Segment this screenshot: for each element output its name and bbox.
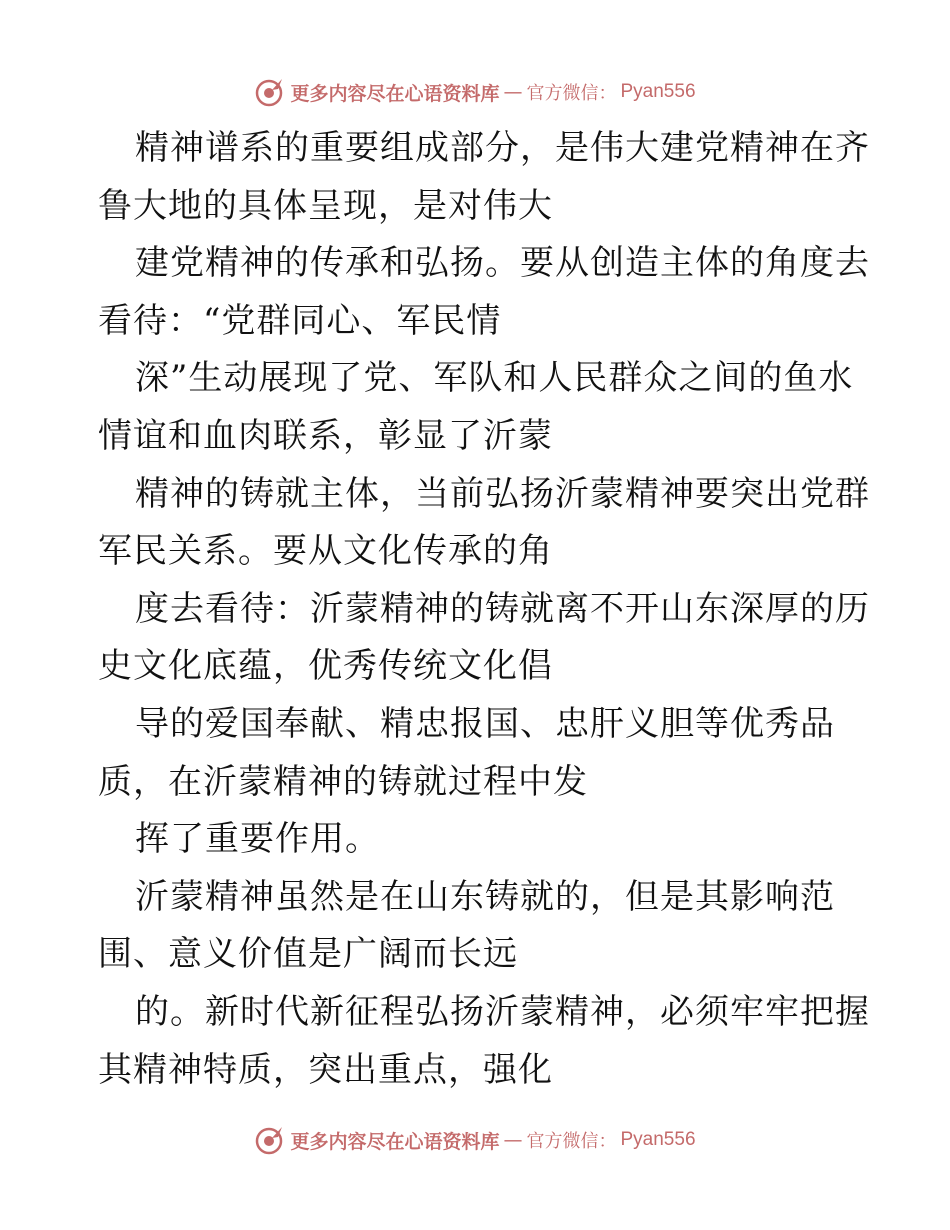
banner-wechat-id: Pyan556: [620, 81, 696, 102]
text-line: 建党精神的传承和弘扬。要从创造主体的角度去: [135, 243, 870, 284]
text-line: 情谊和血肉联系，彰显了沂蒙: [98, 415, 553, 456]
text-line: 深”生动展现了党、军队和人民群众之间的鱼水: [135, 358, 854, 399]
banner-official-text: 官方微信：: [526, 83, 617, 104]
text-line: 精神谱系的重要组成部分，是伟大建党精神在齐: [135, 128, 870, 168]
quill-logo-icon: [254, 1125, 284, 1155]
banner-wechat-id: Pyan556: [620, 1129, 696, 1150]
text-line: 沂蒙精神虽然是在山东铸就的，但是其影响范: [135, 876, 835, 917]
text-line: 围、意义价值是广阔而长远: [98, 934, 518, 975]
footer-banner: [0, 1120, 950, 1160]
banner-brand-text: 更多内容尽在心语资料库: [290, 82, 500, 105]
banner-official-text: 官方微信：: [526, 1131, 617, 1152]
banner-dash: —: [503, 81, 523, 103]
text-line: 的。新时代新征程弘扬沂蒙精神，必须牢牢把握: [135, 991, 870, 1032]
text-line: 精神的铸就主体，当前弘扬沂蒙精神要突出党群: [135, 473, 870, 514]
text-line: 质，在沂蒙精神的铸就过程中发: [98, 761, 588, 802]
text-line: 鲁大地的具体呈现，是对伟大: [98, 185, 553, 226]
text-line: 导的爱国奉献、精忠报国、忠肝义胆等优秀品: [135, 703, 835, 744]
text-line: 史文化底蕴，优秀传统文化倡: [98, 646, 553, 687]
document-body: [98, 120, 870, 1099]
banner-dash: —: [503, 1129, 523, 1151]
quill-logo-icon: [254, 77, 284, 107]
text-line: 度去看待：沂蒙精神的铸就离不开山东深厚的历: [135, 588, 870, 629]
text-line: 挥了重要作用。: [135, 819, 380, 860]
text-line: 看待：“党群同心、军民情: [98, 300, 502, 341]
banner-brand-text: 更多内容尽在心语资料库: [290, 1130, 500, 1153]
text-line: 军民关系。要从文化传承的角: [98, 531, 553, 572]
text-line: 其精神特质，突出重点，强化: [98, 1049, 553, 1090]
header-banner: [0, 72, 950, 112]
